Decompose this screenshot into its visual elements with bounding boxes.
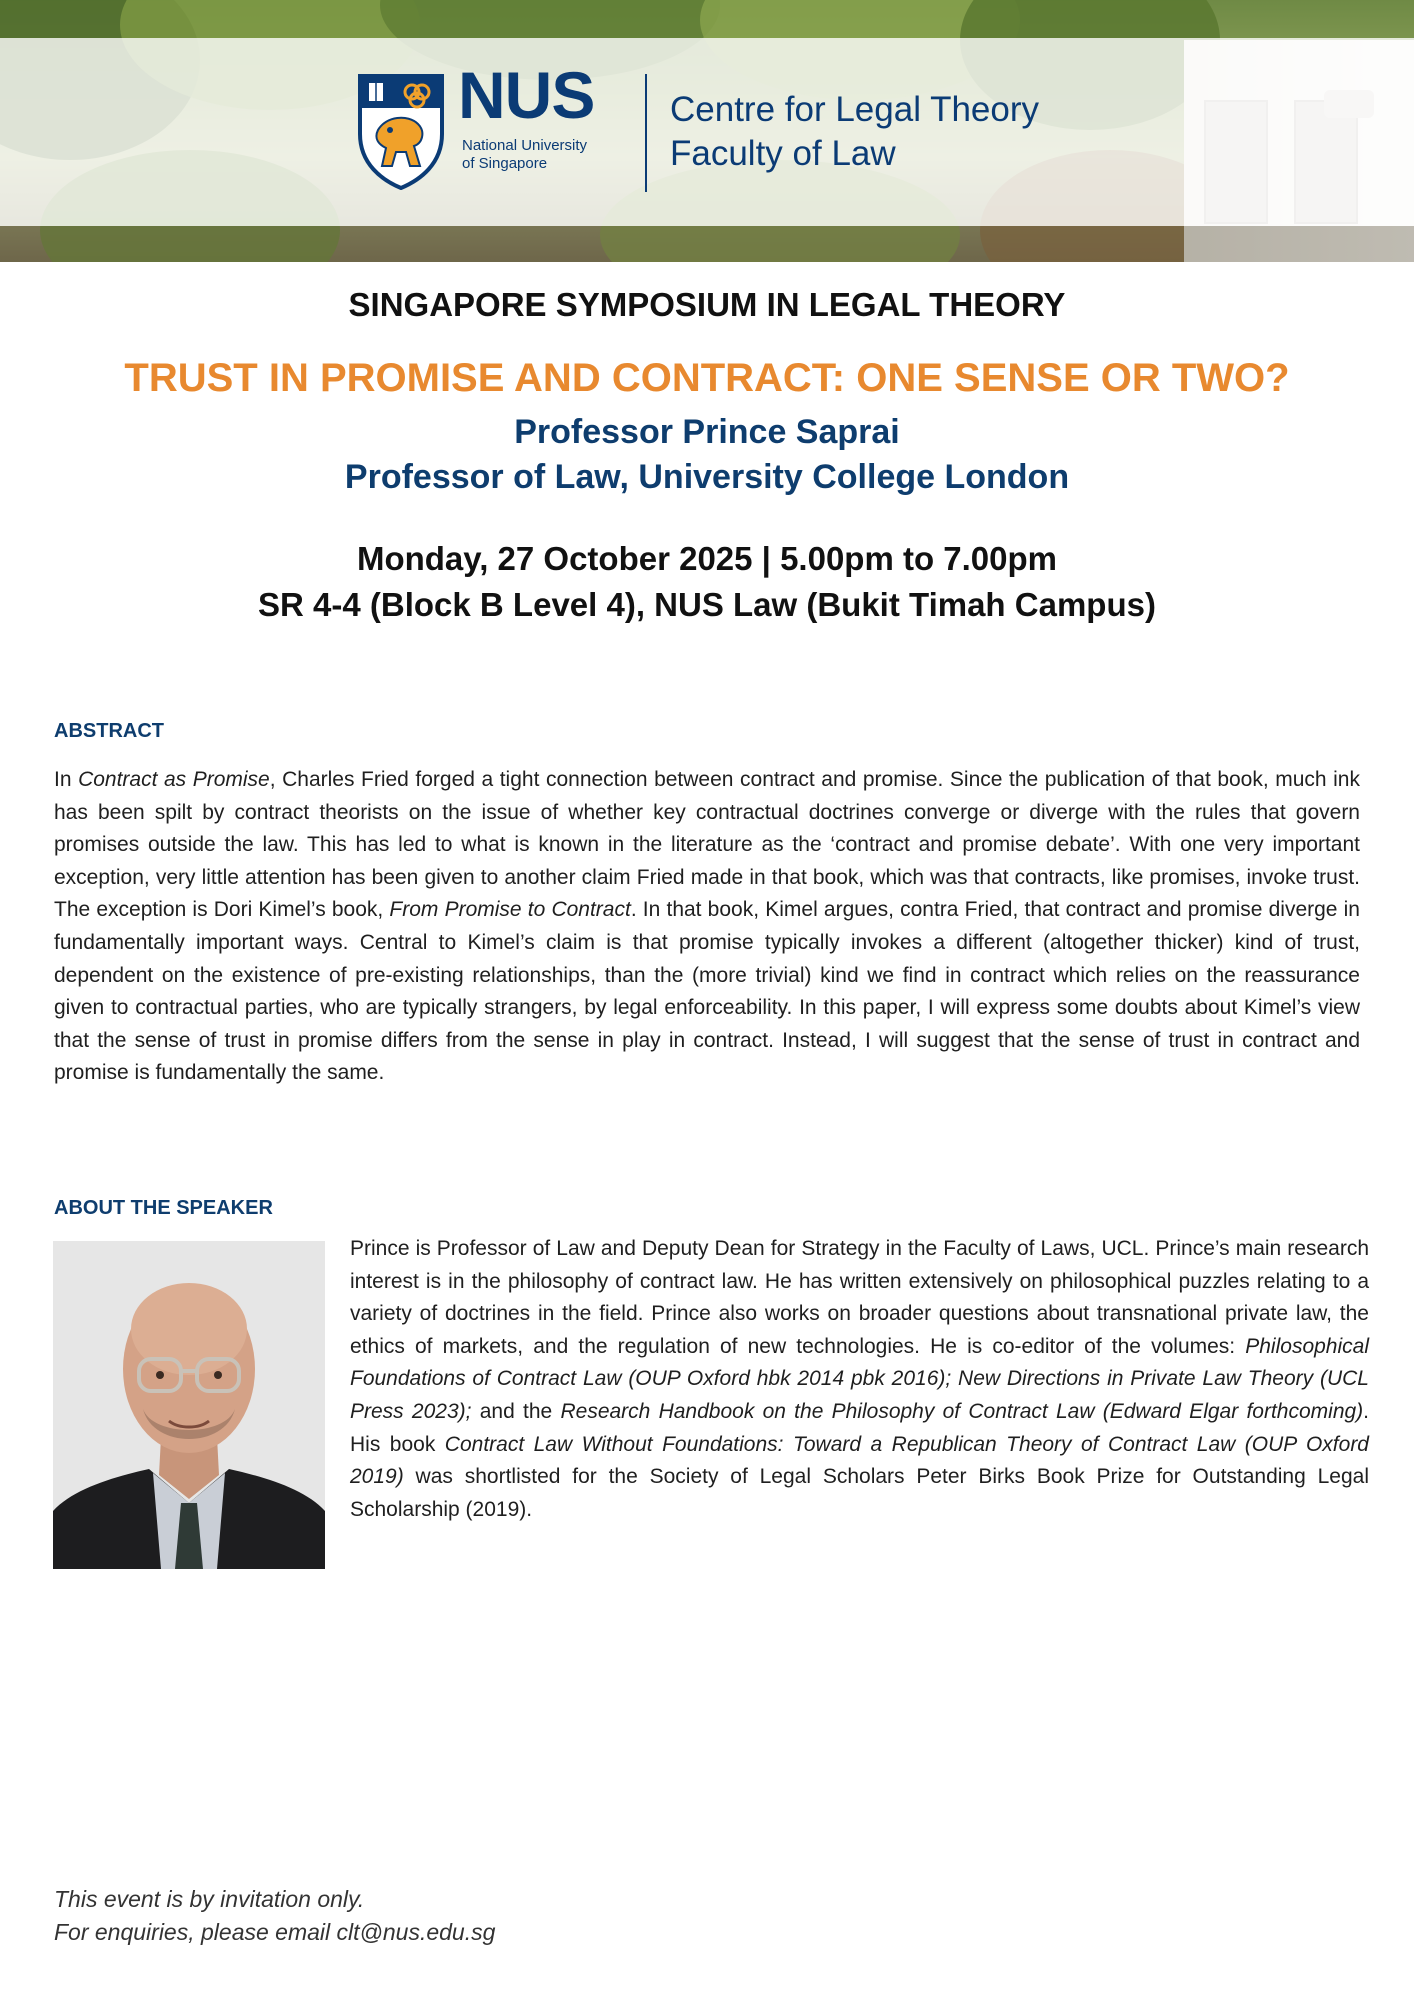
bio-text-part: was shortlisted for the Society of Legal Scholars Peter Birks Book Prize for Outstanding Legal Scholarship (2019). [350, 1465, 1369, 1521]
centre-name-line1: Centre for Legal Theory [670, 90, 1040, 129]
abstract-text-part: . In that book, Kimel argues, contra Fried, that contract and promise diverge in fundamentally important ways. Central to Kimel’s claim is that promise typically invokes a different (altogether thicker) kind of trust, dependent on the existence of pre-existing relationships, than the (more trivial) kind we find in contract which relies on the reassurance given to contractual parties, who are typically strangers, by legal enforceability. In this paper, I will express some doubts about Kimel’s view that the sense of trust in promise differs from the sense in play in contract. Instead, I will suggest that the sense of trust in contract and promise is fundamentally the same. [54, 898, 1360, 1085]
series-title: SINGAPORE SYMPOSIUM IN LEGAL THEORY [348, 286, 1066, 323]
bio-text-part: and the [471, 1399, 561, 1423]
logo-divider [645, 74, 647, 192]
footer-note [54, 1883, 495, 1949]
bio-book-titles: Philosophical Foundations of Contract Law (OUP Oxford hbk 2014 pbk 2016); New Directions in Private Law Theory (UCL Press 2023); [350, 1334, 1369, 1423]
abstract-heading: ABSTRACT [54, 720, 164, 742]
abstract-text [54, 764, 1360, 1090]
speaker-bio [350, 1233, 1369, 1526]
centre-name-line2: Faculty of Law [670, 134, 896, 173]
event-datetime: Monday, 27 October 2025 | 5.00pm to 7.00pm [356, 540, 1058, 577]
bio-book-title-contract-law: Contract Law Without Foundations: Toward a Republican Theory of Contract Law (OUP Oxford 2019) [350, 1432, 1369, 1489]
nus-logo-word: NUS [458, 58, 595, 132]
bio-text-part: Prince is Professor of Law and Deputy Dean for Strategy in the Faculty of Laws, UCL. Prince’s main research interest is in the philosophy of contract law. He has written extensively on philosophical puzzles relating to a variety of doctrines in the field. Prince also works on broader questions about transnational private law, the ethics of markets, and the regulation of new technologies. He is co-editor of the volumes: [350, 1237, 1369, 1358]
speaker-heading: ABOUT THE SPEAKER [54, 1197, 273, 1219]
nus-logo-subtitle-line1: National University [462, 137, 588, 154]
bio-text-part: . His book [350, 1399, 1370, 1456]
speaker-affiliation: Professor of Law, University College London [344, 458, 1070, 496]
banner-shade [0, 226, 1414, 262]
bio-book-title-handbook: Research Handbook on the Philosophy of Contract Law (Edward Elgar forthcoming) [560, 1399, 1364, 1423]
centre-name [670, 88, 1039, 176]
event-venue: SR 4-4 (Block B Level 4), NUS Law (Bukit Timah Campus) [258, 586, 1156, 623]
talk-title: TRUST IN PROMISE AND CONTRACT: ONE SENSE OR TWO? [124, 356, 1290, 400]
speaker-photo [53, 1241, 325, 1569]
invitation-note: This event is by invitation only. [54, 1886, 365, 1912]
abstract-text-part: , Charles Fried forged a tight connection between contract and promise. Since the publication of that book, much ink has been spilt by contract theorists on the issue of whether key contractual doctrines converge or diverge with the rules that govern promises outside the law. This has led to what is known in the literature as the ‘contract and promise debate’. With one very important exception, very little attention has been given to another claim Fried made in that book, which was that contracts, like promises, invoke trust. The exception is Dori Kimel’s book, [54, 768, 1360, 922]
speaker-name: Professor Prince Saprai [514, 413, 900, 451]
header-banner [0, 0, 1414, 262]
book-title-from-promise-to-contract: From Promise to Contract [389, 898, 631, 922]
enquiries-note: For enquiries, please email clt@nus.edu.sg [54, 1919, 496, 1945]
speaker-portrait-image [53, 1241, 325, 1569]
book-title-contract-as-promise: Contract as Promise [78, 768, 270, 791]
nus-logo-subtitle [462, 137, 587, 173]
nus-crest-icon [356, 72, 446, 190]
abstract-text-part: In [54, 768, 79, 791]
nus-logo-subtitle-line2: of Singapore [462, 155, 548, 172]
